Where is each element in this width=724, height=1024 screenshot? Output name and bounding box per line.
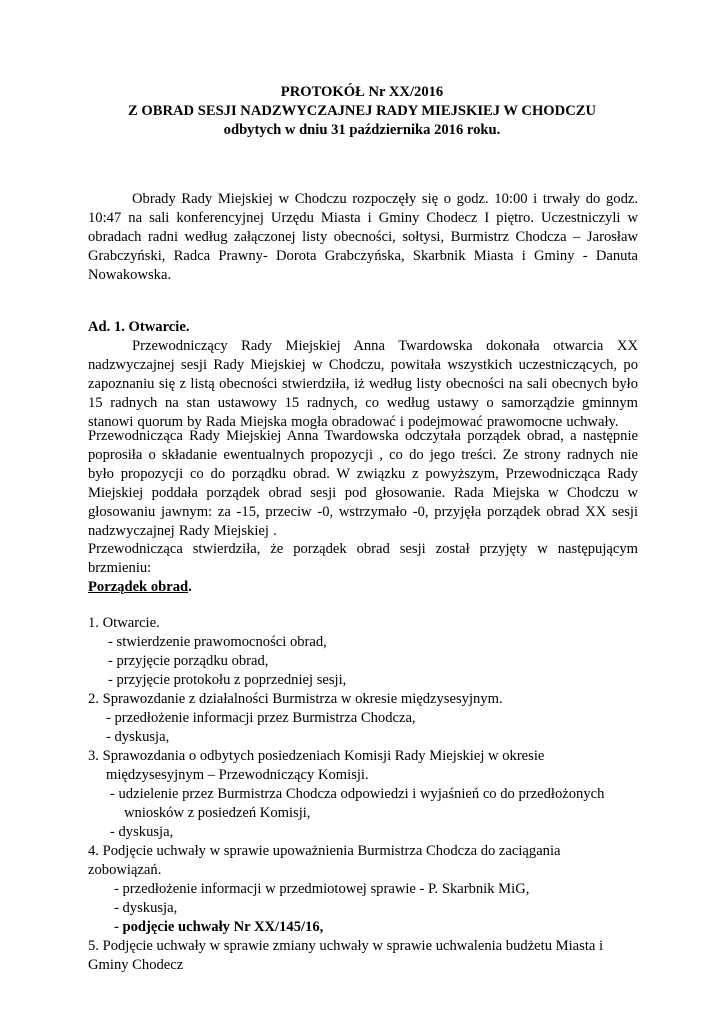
agenda-item-3-cont: międzysesyjnym – Przewodniczący Komisji. xyxy=(106,767,369,783)
agenda-subitem: - przyjęcie porządku obrad, xyxy=(108,653,269,669)
agenda-subitem: - przedłożenie informacji przez Burmistrza Chodcza, xyxy=(106,710,416,726)
agenda-item-5-cont: Gminy Chodecz xyxy=(88,957,184,973)
session-date: odbytych w dniu 31 października 2016 roku. xyxy=(223,122,501,138)
agenda-item-4-cont: zobowiązań. xyxy=(88,862,162,878)
agenda-title-dot: . xyxy=(188,579,192,595)
section-heading: Ad. 1. Otwarcie. xyxy=(88,319,190,335)
agenda-subitem-cont: wniosków z posiedzeń Komisji, xyxy=(124,805,311,821)
agenda-title xyxy=(88,578,192,597)
agenda-item-5: 5. Podjęcie uchwały w sprawie zmiany uchwały w sprawie uchwalenia budżetu Miasta i xyxy=(88,938,604,954)
agenda-subitem: - dyskusja, xyxy=(114,900,178,916)
agenda-subitem: - stwierdzenie prawomocności obrad, xyxy=(108,634,327,650)
protocol-title: PROTOKÓŁ Nr XX/2016 xyxy=(280,84,444,100)
agenda-item-4: 4. Podjęcie uchwały w sprawie upoważnienia Burmistrza Chodcza do zaciągania xyxy=(88,843,561,859)
agenda-subitem: - przyjęcie protokołu z poprzedniej sesji, xyxy=(108,672,347,688)
agenda-reading-paragraph: Przewodnicząca Rady Miejskiej Anna Twardowska odczytała porządek obrad, a następnie poprosiła o składanie ewentualnych propozycji , co do jego treści. Ze strony radnych nie było propozycji co do porządku obrad. W związku z powyższym, Przewodnicząca Rady Miejskiej poddała porządek obrad sesji pod głosowanie. Rada Miejska w Chodczu w głosowaniu jawnym: za -15, przeciw -0, wstrzymało -0, przyjęła porządek obrad XX sesji nadzwyczajnej Rady Miejskiej . xyxy=(88,428,638,539)
agenda-item-2: 2. Sprawozdanie z działalności Burmistrza w okresie międzysesyjnym. xyxy=(88,691,503,707)
agenda-resolution-number: - podjęcie uchwały Nr XX/145/16, xyxy=(114,919,324,935)
agenda-subitem: - dyskusja, xyxy=(106,729,170,745)
agenda-subitem: - udzielenie przez Burmistrza Chodcza odpowiedzi i wyjaśnień co do przedłożonych xyxy=(110,786,605,802)
agenda-item-1: 1. Otwarcie. xyxy=(88,615,160,631)
agenda-subitem: - przedłożenie informacji w przedmiotowej sprawie - P. Skarbnik MiG, xyxy=(114,881,530,897)
intro-paragraph: Obrady Rady Miejskiej w Chodczu rozpoczęły się o godz. 10:00 i trwały do godz. 10:47 na sali konferencyjnej Urzędu Miasta i Gminy Chodecz I piętro. Uczestniczyli w obradach radni według załączonej listy obecności, sołtysi, Burmistrz Chodcza – Jarosław Grabczyński, Radca Prawny- Dorota Grabczyńska, Skarbnik Miasta i Gminy - Danuta Nowakowska. xyxy=(88,191,638,283)
agenda-subitem: - dyskusja, xyxy=(110,824,174,840)
agenda-title-text: Porządek obrad xyxy=(88,579,189,595)
session-title: Z OBRAD SESJI NADZWYCZAJNEJ RADY MIEJSKIEJ W CHODCZU xyxy=(127,103,597,119)
agenda-accepted-paragraph: Przewodnicząca stwierdziła, że porządek obrad sesji został przyjęty w następującym brzmieniu: xyxy=(88,541,638,576)
opening-paragraph: Przewodniczący Rady Miejskiej Anna Twardowska dokonała otwarcia XX nadzwyczajnej sesji Rady Miejskiej w Chodczu, powitała wszystkich uczestniczących, po zapoznaniu się z listą obecności stwierdziła, iż według listy obecności na sali obecnych było 15 radnych na stan ustawowy 15 radnych, co według ustawy o samorządzie gminnym stanowi quorum by Rada Miejska mogła obradować i podejmować prawomocne uchwały. xyxy=(88,338,638,430)
agenda-item-3: 3. Sprawozdania o odbytych posiedzeniach Komisji Rady Miejskiej w okresie xyxy=(88,748,545,764)
